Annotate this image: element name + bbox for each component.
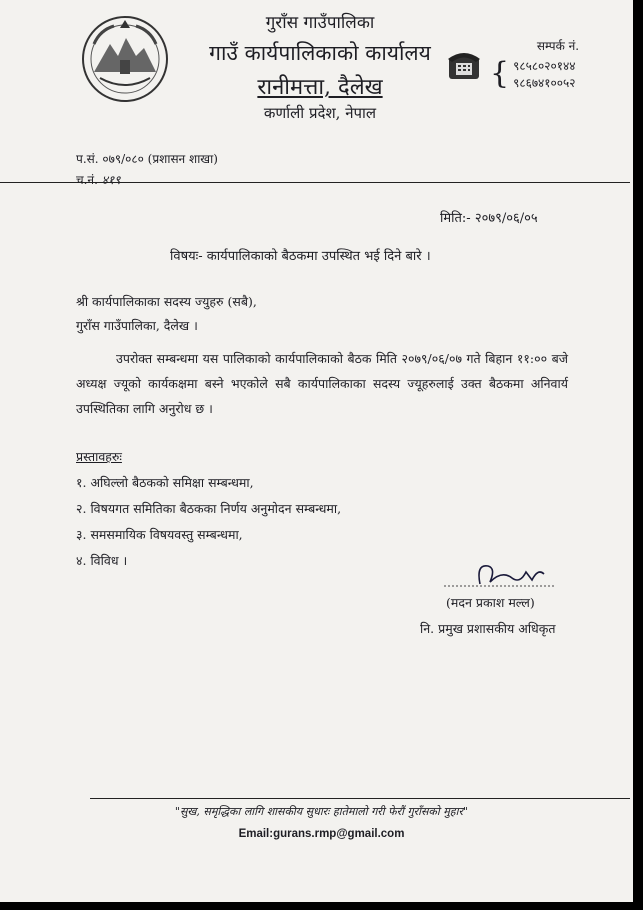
letter-subject: विषयः- कार्यपालिकाको बैठकमा उपस्थित भई दिने बारे । xyxy=(170,249,431,264)
municipality-name: गुराँस गाउँपालिका xyxy=(265,13,375,33)
nepal-emblem-icon xyxy=(80,14,170,104)
phone-number-2: ९८६७४१००५२ xyxy=(513,76,576,90)
ps-number: प.सं. ०७९/०८० (प्रशासन शाखा) xyxy=(76,152,218,166)
scan-edge-bottom xyxy=(0,902,643,910)
cn-value: ४१९ xyxy=(101,173,121,187)
agenda-item: ४. विविध । xyxy=(76,553,128,568)
footer-email: Email:gurans.rmp@gmail.com xyxy=(238,828,405,840)
header-divider xyxy=(0,182,630,183)
letter-date: मिति:- २०७९/०६/०५ xyxy=(440,211,538,226)
addressee xyxy=(76,290,257,338)
scan-edge-right xyxy=(633,0,643,910)
handwritten-signature xyxy=(440,560,560,590)
contact-block xyxy=(490,37,610,91)
brace: { xyxy=(490,56,510,91)
agenda-item: २. विषयगत समितिका बैठकका निर्णय अनुमोदन सम्बन्धमा, xyxy=(76,501,342,516)
letterhead xyxy=(190,10,450,123)
contact-label: सम्पर्क नं. xyxy=(536,39,580,53)
office-name: गाउँ कार्यपालिकाको कार्यालय xyxy=(209,41,431,65)
agenda xyxy=(76,444,341,574)
province-country: कर्णाली प्रदेश, नेपाल xyxy=(263,104,377,122)
footer-divider xyxy=(90,798,630,799)
signatory-title: नि. प्रमुख प्रशासकीय अधिकृत xyxy=(420,621,556,636)
agenda-title: प्रस्तावहरुः xyxy=(76,449,122,464)
signatory-name: (मदन प्रकाश मल्ल) xyxy=(446,595,535,610)
letter-body: उपरोक्त सम्बन्धमा यस पालिकाको कार्यपालिकाको बैठक मिति २०७९/०६/०७ गते बिहान ११:०० बजे अध्यक्ष ज्यूको कार्यकक्षमा बस्ने भएकोले सबै कार्यपालिकाका सदस्य ज्यूहरुलाई उक्त बैठकमा अनिवार्य उपस्थितिका लागि अनुरोध छ । xyxy=(76,351,568,416)
telephone-icon xyxy=(446,47,482,83)
cn-label: च.नं. xyxy=(76,173,98,187)
office-location: रानीमत्ता, दैलेख xyxy=(257,75,383,100)
addressee-line-2: गुराँस गाउँपालिका, दैलेख । xyxy=(76,318,198,333)
phone-number-1: ९८५८०२०१४४ xyxy=(513,59,576,73)
agenda-item: १. अघिल्लो बैठकको समिक्षा सम्बन्धमा, xyxy=(76,475,254,490)
addressee-line-1: श्री कार्यपालिकाका सदस्य ज्युहरु (सबै), xyxy=(76,294,257,309)
footer-slogan: "सुख, समृद्धिका लागि शासकीय सुधारः हातेमालो गरी फेरौं गुराँसको मुहार" xyxy=(174,805,469,818)
agenda-item: ३. समसमायिक विषयवस्तु सम्बन्धमा, xyxy=(76,527,243,542)
reference-block xyxy=(76,150,218,192)
